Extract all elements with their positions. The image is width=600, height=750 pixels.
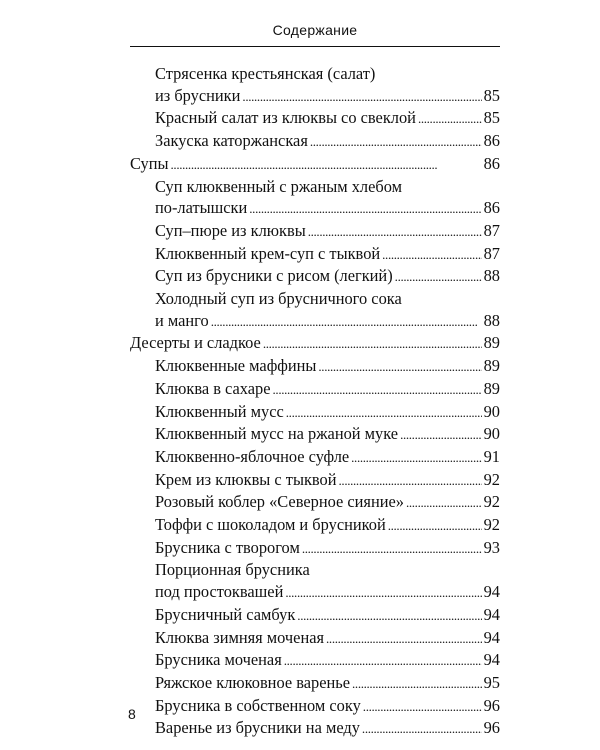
toc-item-title: Суп из брусники с рисом (легкий) <box>155 266 393 286</box>
toc-item-title: по-латышски <box>155 198 248 218</box>
toc-item-title: Супы <box>130 153 169 173</box>
toc-item <box>130 176 500 220</box>
toc-item <box>130 355 500 378</box>
toc-item-title: Розовый коблер «Северное сияние» <box>155 492 404 512</box>
toc-page-number: 87 <box>483 243 500 263</box>
toc-page-number: 94 <box>483 627 500 647</box>
dot-leader <box>400 424 482 446</box>
toc-item <box>130 717 500 740</box>
dot-leader <box>242 86 481 108</box>
toc-page-number: 86 <box>483 131 500 151</box>
toc-page-number: 92 <box>483 469 500 489</box>
toc-item <box>130 107 500 130</box>
toc-item-title: Брусника моченая <box>155 650 282 670</box>
toc-item <box>130 265 500 288</box>
toc-page-number: 93 <box>483 537 500 557</box>
toc-item-title: Брусника в собственном соку <box>155 695 361 715</box>
dot-leader <box>363 696 482 718</box>
toc-item-title: Тоффи с шоколадом и брусникой <box>155 515 386 535</box>
toc-item-title: под простоквашей <box>155 582 284 602</box>
toc-page-number: 85 <box>483 108 500 128</box>
dot-leader <box>326 628 482 650</box>
toc-page-number: 96 <box>483 695 500 715</box>
toc-item-title: Клюквенный мусс <box>155 401 284 421</box>
toc-page-number: 90 <box>483 424 500 444</box>
toc-page-number: 94 <box>483 650 500 670</box>
toc-section <box>130 153 500 176</box>
toc-item <box>130 423 500 446</box>
dot-leader <box>297 605 481 627</box>
toc-item-title-line: Порционная брусника <box>155 560 310 580</box>
dot-leader <box>318 356 481 378</box>
toc-item-title: Десерты и сладкое <box>130 333 261 353</box>
dot-leader <box>382 244 481 266</box>
toc-item-title: Брусничный самбук <box>155 604 296 624</box>
dot-leader <box>286 402 482 424</box>
toc-page-number: 94 <box>483 604 500 624</box>
table-of-contents <box>130 63 500 740</box>
toc-item <box>130 469 500 492</box>
toc-page-number: 88 <box>483 310 500 330</box>
toc-page-number: 90 <box>483 401 500 421</box>
toc-item <box>130 672 500 695</box>
dot-leader <box>352 673 482 695</box>
toc-item <box>130 491 500 514</box>
toc-page-number: 95 <box>483 672 500 692</box>
toc-item-title: Ряжское клюковное варенье <box>155 672 351 692</box>
toc-page-number: 89 <box>483 356 500 376</box>
toc-item <box>130 63 500 107</box>
toc-item <box>130 401 500 424</box>
dot-leader <box>249 198 481 220</box>
toc-item-title: Клюквенный крем-суп с тыквой <box>155 243 381 263</box>
dot-leader <box>351 447 481 469</box>
dot-leader <box>362 718 482 740</box>
toc-item <box>130 649 500 672</box>
toc-item-title: Суп–пюре из клюквы <box>155 220 306 240</box>
toc-item <box>130 243 500 266</box>
toc-page-number: 86 <box>483 198 500 218</box>
toc-page-number: 88 <box>483 266 500 286</box>
toc-item-title: Клюквенный мусс на ржаной муке <box>155 424 399 444</box>
dot-leader <box>395 266 482 288</box>
toc-item <box>130 220 500 243</box>
dot-leader <box>284 650 482 672</box>
toc-item-title: Крем из клюквы с тыквой <box>155 469 337 489</box>
toc-item <box>130 130 500 153</box>
toc-item-title: из брусники <box>155 85 241 105</box>
toc-item <box>130 514 500 537</box>
header-rule <box>130 46 500 47</box>
dot-leader <box>285 582 481 604</box>
toc-item-title-line: Холодный суп из брусничного сока <box>155 289 402 309</box>
toc-item-title: Клюква зимняя моченая <box>155 627 325 647</box>
toc-page-number: 96 <box>483 718 500 738</box>
dot-leader <box>310 131 482 153</box>
toc-item <box>130 446 500 469</box>
dot-leader <box>263 333 482 355</box>
toc-item-title-line: Суп клюквенный с ржаным хлебом <box>155 176 402 196</box>
toc-item-title: Клюква в сахаре <box>155 378 271 398</box>
toc-page-number: 92 <box>483 515 500 535</box>
dot-leader <box>308 221 482 243</box>
toc-page-number: 86 <box>483 153 500 173</box>
toc-item <box>130 378 500 401</box>
toc-item <box>130 559 500 603</box>
dot-leader <box>388 515 482 537</box>
toc-item <box>130 695 500 718</box>
toc-section <box>130 332 500 355</box>
toc-item <box>130 627 500 650</box>
toc-item-title: Закуска каторжанская <box>155 131 308 151</box>
dot-leader <box>211 311 482 333</box>
page-number: 8 <box>128 706 136 722</box>
toc-item <box>130 288 500 332</box>
dot-leader <box>406 492 482 514</box>
toc-item <box>130 537 500 560</box>
toc-item-title: Красный салат из клюквы со свеклой <box>155 108 416 128</box>
toc-page-number: 89 <box>483 378 500 398</box>
toc-item-title: Варенье из брусники на меду <box>155 718 360 738</box>
dot-leader <box>171 154 482 176</box>
toc-item-title: Клюквенно-яблочное суфле <box>155 446 350 466</box>
toc-item-title: и манго <box>155 310 209 330</box>
toc-item-title-line: Стрясенка крестьянская (салат) <box>155 64 376 83</box>
toc-page-number: 85 <box>483 85 500 105</box>
dot-leader <box>273 379 482 401</box>
toc-item-title: Брусника с творогом <box>155 537 300 557</box>
toc-page-number: 92 <box>483 492 500 512</box>
dot-leader <box>302 538 482 560</box>
toc-page-number: 94 <box>483 582 500 602</box>
toc-item-title: Клюквенные маффины <box>155 356 317 376</box>
toc-page-number: 89 <box>483 333 500 353</box>
toc-page-number: 87 <box>483 220 500 240</box>
running-header: Содержание <box>272 22 358 38</box>
toc-page-number: 91 <box>483 446 500 466</box>
dot-leader <box>339 470 482 492</box>
dot-leader <box>418 108 482 130</box>
toc-item <box>130 604 500 627</box>
